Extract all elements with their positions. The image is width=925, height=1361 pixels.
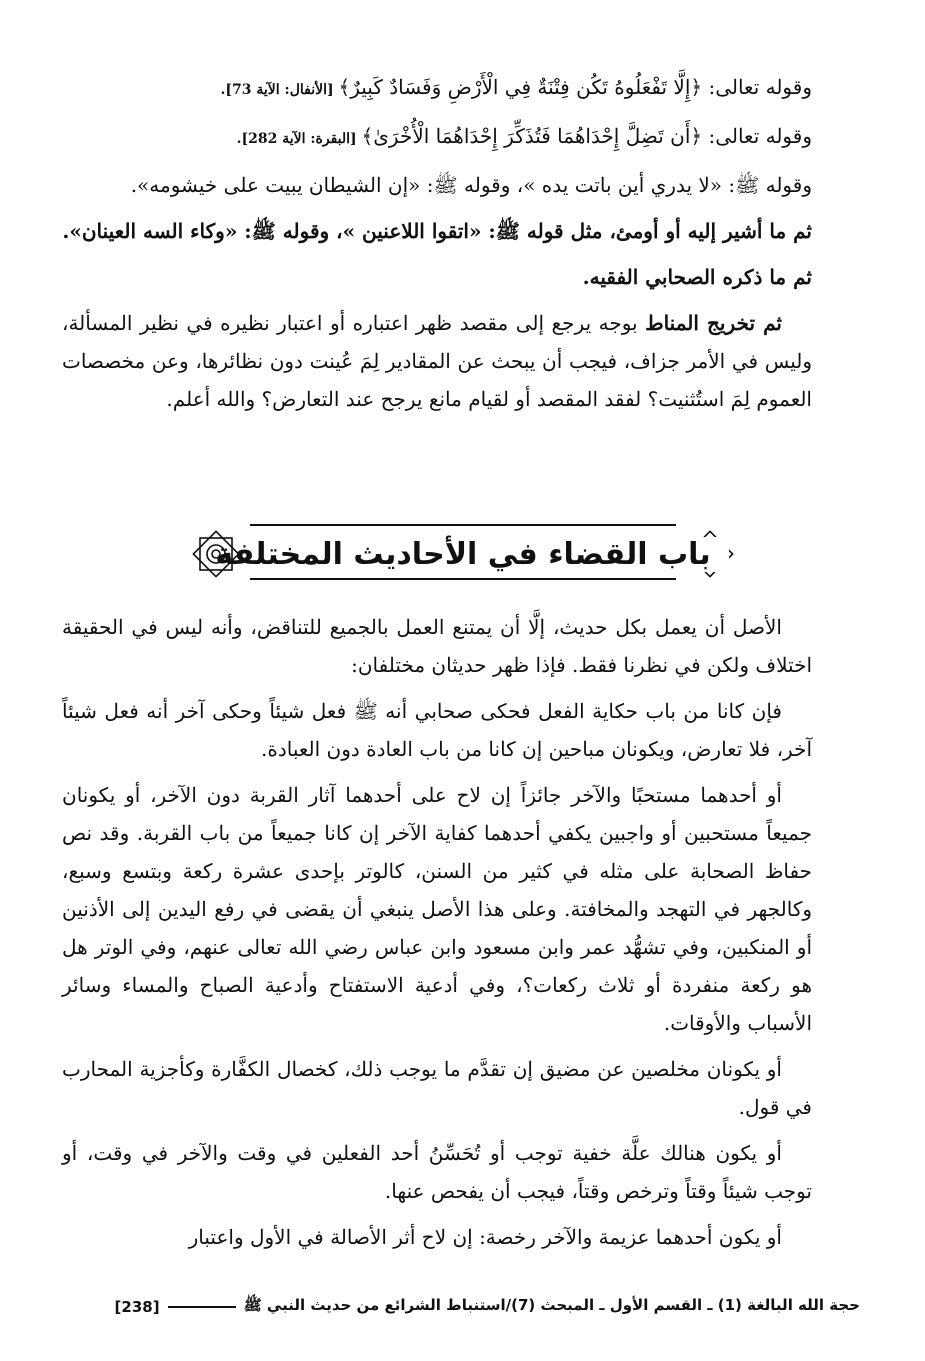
running-title: حجة الله البالغة (1) ـ القسم الأول ـ المبحث (7)/استنباط الشرائع من حديث النبي ﷺ [243, 1296, 860, 1314]
paragraph-options: أو يكونان مخلصين عن مضيق إن تقدَّم ما يوجب ذلك، كخصال الكفَّارة وكأجزية المحارب في قول. [62, 1057, 812, 1119]
chapter-heading [190, 522, 736, 586]
quran-verse: ﴿إِلَّا تَفْعَلُوهُ تَكُن فِتْنَةٌ فِي الْأَرْضِ وَفَسَادٌ كَبِيرٌ﴾ [338, 75, 703, 99]
paragraph-indicated: ثم ما أشير إليه أو أومئ، مثل قوله ﷺ: «اتقوا اللاعنين »، وقوله ﷺ: «وكاء السه العينان». [62, 219, 812, 243]
page-footer [60, 1296, 860, 1318]
paragraph-rest: بوجه يرجع إلى مقصد ظهر اعتباره أو اعتبار نظيره في نظير المسألة، وليس في الأمر جزاف، فيجب أن يبحث عن المقادير لِمَ عُينت دون نظائرها، وعن مخصصات العموم لِمَ استُثنيت؟ لفقد المقصد أو لقيام مانع يرجح عند التعارض؟ والله أعلم. [62, 311, 812, 411]
body-text-block [62, 608, 812, 1256]
ornament-icon [190, 528, 242, 580]
quran-verse: ﴿أَن تَضِلَّ إِحْدَاهُمَا فَتُذَكِّرَ إِحْدَاهُمَا الْأُخْرَىٰ﴾ [361, 124, 703, 148]
top-text-block [62, 68, 812, 418]
heading-rule-bottom [250, 578, 676, 580]
paragraph-hidden-cause: أو يكون هنالك علَّة خفية توجب أو تُحَسِّنُ أحد الفعلين في وقت والآخر في وقت، أو توجب شيئاً وقتاً وترخص وقتاً، فيجب أن يفحص عنها. [62, 1141, 812, 1203]
paragraph-companion: ثم ما ذكره الصحابي الفقيه. [582, 265, 812, 289]
verse-reference: [الأنفال: الآية 73]. [220, 82, 339, 98]
footer-dash [168, 1306, 236, 1308]
verse-reference: [البقرة: الآية 282]. [236, 131, 362, 147]
paragraph-takhrij [62, 304, 812, 418]
paragraph-lead: وقوله تعالى: [702, 124, 812, 148]
heading-rule-top [250, 524, 676, 526]
paragraph-lead: وقوله تعالى: [702, 75, 812, 99]
paragraph-recommended: أو أحدهما مستحبًا والآخر جائزاً إن لاح على أحدهما آثار القربة دون الآخر، أو يكونان جميعاً مستحبين أو واجبين يكفي أحدهما كفاية الآخر إن كانا جميعاً من باب القربة. وقد نص حفاظ الصحابة على مثله في كثير من السنن، كالوتر بإحدى عشرة ركعة وبتسع وسبع، وكالجهر في التهجد والمخافتة. وعلى هذا الأصل ينبغي أن يقضى في رفع اليدين إلى الأذنين أو المنكبين، وفي تشهُّد عمر وابن مسعود وابن عباس رضي الله تعالى عنهم، وفي الوتر هل هو ركعة منفردة أو ثلاث ركعات؟، وفي أدعية الاستفتاح وأدعية الصباح والمساء وسائر الأسباب والأوقات. [62, 783, 812, 1035]
paragraph-baqara-verse [62, 117, 812, 158]
bold-term: ثم تخريج المناط [645, 311, 782, 335]
paragraph-principle: الأصل أن يعمل بكل حديث، إلَّا أن يمتنع العمل بالجميع للتناقض، وأنه ليس في الحقيقة اختلاف ولكن في نظرنا فقط. فإذا ظهر حديثان مختلفان: [62, 615, 812, 677]
paragraph-action-report: فإن كانا من باب حكاية الفعل فحكى صحابي أنه ﷺ فعل شيئاً وحكى آخر أنه فعل شيئاً آخر، فلا تعارض، ويكونان مباحين إن كانا من باب العادة دون العبادة. [62, 699, 812, 761]
paragraph-hadith-quotes: وقوله ﷺ: «لا يدري أين باتت يده »، وقوله ﷺ: «إن الشيطان يبيت على خيشومه». [130, 173, 812, 197]
paragraph-concession: أو يكون أحدهما عزيمة والآخر رخصة: إن لاح أثر الأصالة في الأول واعتبار [188, 1225, 782, 1249]
chapter-title: باب القضاء في الأحاديث المختلفة [197, 537, 728, 572]
paragraph-anfal-verse [62, 68, 812, 109]
page-number: [238] [114, 1298, 160, 1316]
